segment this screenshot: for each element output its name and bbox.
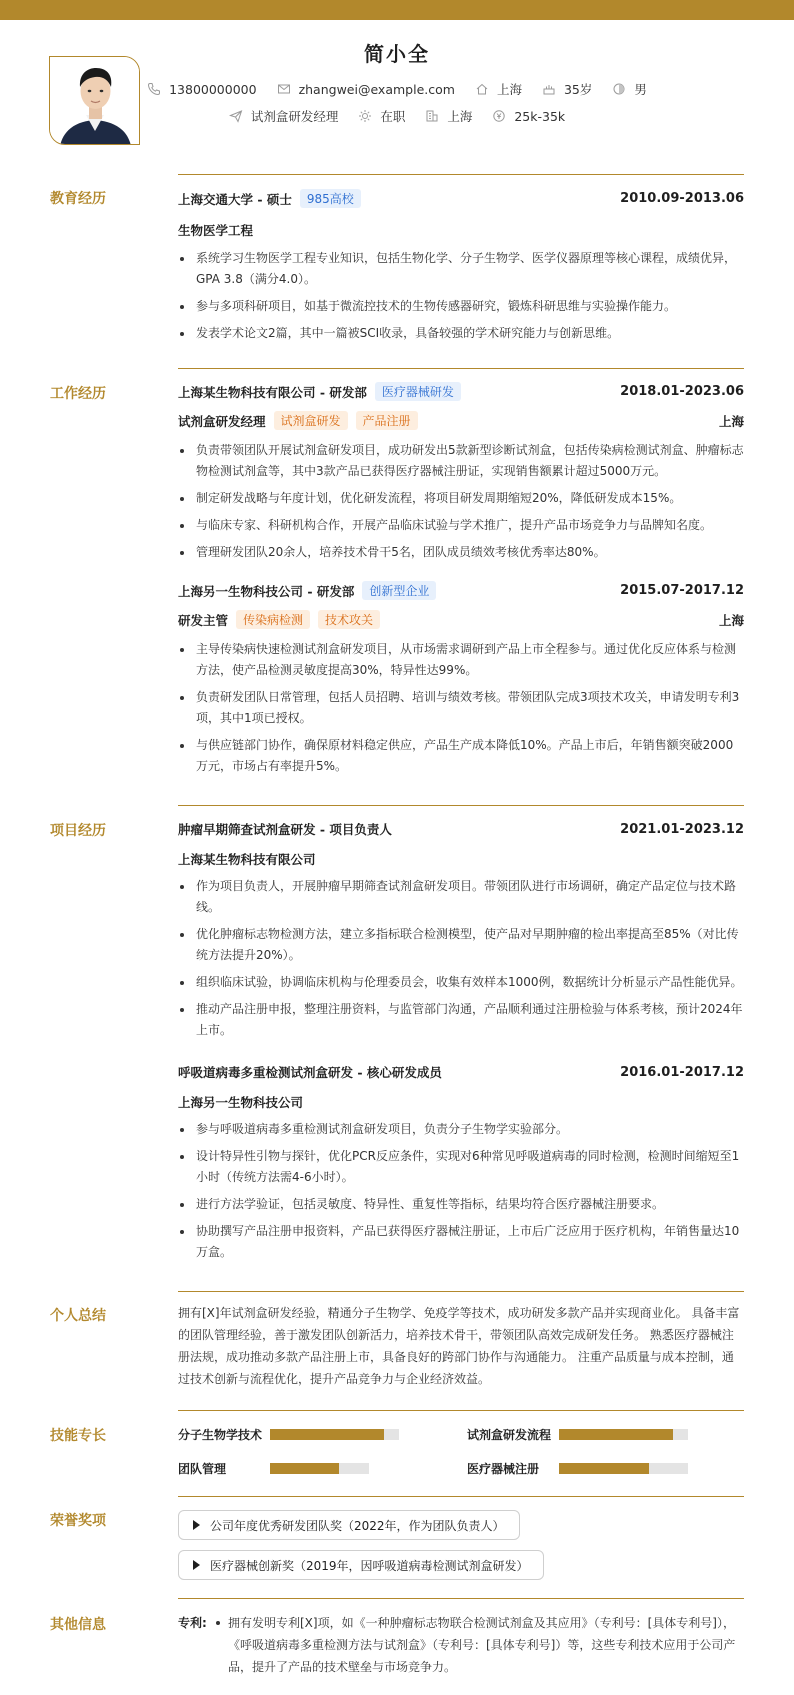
triangle-right-icon bbox=[193, 1560, 200, 1570]
list-item: 主导传染病快速检测试剂盒研发项目，从市场需求调研到产品上市全程参与。通过优化反应体系与检测方法，使产品检测灵敏度提高30%，特异性达99%。 bbox=[178, 639, 744, 681]
bullet-dot bbox=[214, 1612, 228, 1678]
status-text: 在职 bbox=[380, 109, 406, 124]
major-name: 生物医学工程 bbox=[178, 223, 254, 238]
list-item: 设计特异性引物与探针，优化PCR反应条件，实现对6种常见呼吸道病毒的同时检测，检测时间缩短至1小时（传统方法需4-6小时）。 bbox=[178, 1146, 744, 1188]
avatar bbox=[49, 56, 140, 145]
top-accent-bar bbox=[0, 0, 794, 20]
city-item bbox=[475, 80, 522, 98]
skill-bar-fill bbox=[559, 1463, 649, 1474]
list-item: 负责研发团队日常管理，包括人员招聘、培训与绩效考核。带领团队完成3项技术攻关，申请发明专利3项，其中1项已授权。 bbox=[178, 687, 744, 729]
skill-item bbox=[467, 1426, 688, 1443]
project-1-org-name: 上海某生物科技有限公司 bbox=[178, 852, 316, 867]
other-divider bbox=[178, 1598, 744, 1599]
school-tag: 985高校 bbox=[300, 189, 361, 208]
project-2-org bbox=[178, 1093, 744, 1111]
summary-divider bbox=[178, 1291, 744, 1292]
job-2-role-row bbox=[178, 610, 744, 629]
job-2-role-tag: 技术攻关 bbox=[318, 610, 380, 629]
position-text: 试剂盒研发经理 bbox=[250, 109, 339, 124]
education-section-title: 教育经历 bbox=[50, 191, 106, 207]
skill-bar bbox=[270, 1463, 369, 1474]
work-section-title: 工作经历 bbox=[50, 386, 106, 402]
education-divider bbox=[178, 174, 744, 175]
projects-divider bbox=[178, 805, 744, 806]
project-2-bullets bbox=[178, 1119, 744, 1269]
job-2-bullets bbox=[178, 639, 744, 783]
job-intent-row bbox=[0, 107, 794, 125]
other-section-title: 其他信息 bbox=[50, 1617, 106, 1633]
target-city-item bbox=[425, 107, 472, 125]
position-item bbox=[229, 107, 339, 125]
work-divider bbox=[178, 368, 744, 369]
job-2-tag: 创新型企业 bbox=[362, 581, 436, 600]
list-item: 参与多项科研项目，如基于微流控技术的生物传感器研究，锻炼科研思维与实验操作能力。 bbox=[178, 296, 744, 317]
project-1-header bbox=[178, 820, 744, 838]
job-1-role: 试剂盒研发经理 bbox=[178, 413, 266, 429]
list-item: 负责带领团队开展试剂盒研发项目，成功研发出5款新型诊断试剂盒，包括传染病检测试剂盒、肿瘤标志物检测试剂盒等，其中3款产品已获得医疗器械注册证，实现销售额累计超过5000万元。 bbox=[178, 440, 744, 482]
projects-section-title: 项目经历 bbox=[50, 823, 106, 839]
skill-bar bbox=[559, 1429, 688, 1440]
job-2-location: 上海 bbox=[718, 612, 744, 628]
contact-row bbox=[0, 80, 794, 98]
job-1-company: 上海某生物科技有限公司 - 研发部 bbox=[178, 384, 367, 400]
education-entry-header bbox=[178, 189, 744, 208]
project-2-org-name: 上海另一生物科技公司 bbox=[178, 1095, 304, 1110]
project-2-header bbox=[178, 1063, 744, 1081]
list-item: 推动产品注册申报，整理注册资料，与监管部门沟通，产品顺利通过注册检验与体系考核，预计2024年上市。 bbox=[178, 999, 744, 1041]
skill-item bbox=[178, 1460, 369, 1477]
skills-divider bbox=[178, 1410, 744, 1411]
age-item bbox=[542, 80, 592, 98]
patent-label: 专利: bbox=[178, 1616, 207, 1630]
target-city-text: 上海 bbox=[447, 109, 473, 124]
job-1-bullets bbox=[178, 440, 744, 569]
awards-section-title: 荣誉奖项 bbox=[50, 1513, 106, 1529]
phone-icon bbox=[147, 82, 161, 96]
project-1-org bbox=[178, 850, 744, 868]
education-major bbox=[178, 221, 744, 239]
education-bullets bbox=[178, 248, 744, 350]
email-item bbox=[277, 82, 455, 97]
gender-item bbox=[612, 80, 647, 98]
project-2-date: 2016.01-2017.12 bbox=[620, 1064, 744, 1080]
list-item: 系统学习生物医学工程专业知识，包括生物化学、分子生物学、医学仪器原理等核心课程，成绩优异，GPA 3.8（满分4.0）。 bbox=[178, 248, 744, 290]
skills-section-title: 技能专长 bbox=[50, 1428, 106, 1444]
email-text: zhangwei@example.com bbox=[298, 81, 455, 97]
skill-name: 医疗器械注册 bbox=[467, 1462, 540, 1476]
patent-text: 拥有发明专利[X]项，如《一种肿瘤标志物联合检测试剂盒及其应用》（专利号：[具体专利号]），《呼吸道病毒多重检测方法与试剂盒》（专利号：[具体专利号]）等，这些专利技术应用于公司产品，提升了产品的技术壁垒与市场竞争力。 bbox=[228, 1616, 736, 1674]
phone-item bbox=[147, 82, 256, 97]
job-2-role: 研发主管 bbox=[178, 612, 229, 628]
job-1-location: 上海 bbox=[718, 413, 744, 429]
job-1-role-tag: 产品注册 bbox=[356, 411, 418, 430]
mail-icon bbox=[277, 82, 291, 96]
job-2-role-tag: 传染病检测 bbox=[236, 610, 310, 629]
list-item: 协助撰写产品注册申报资料，产品已获得医疗器械注册证，上市后广泛应用于医疗机构，年销售量达10万盒。 bbox=[178, 1221, 744, 1263]
award-text: 医疗器械创新奖（2019年，因呼吸道病毒检测试剂盒研发） bbox=[210, 1558, 529, 1573]
education-date: 2010.09-2013.06 bbox=[620, 191, 744, 206]
job-2-header bbox=[178, 581, 744, 600]
skill-name: 团队管理 bbox=[178, 1462, 227, 1476]
list-item: 组织临床试验，协调临床机构与伦理委员会，收集有效样本1000例，数据统计分析显示产品性能优异。 bbox=[178, 972, 744, 993]
list-item: 发表学术论文2篇，其中一篇被SCI收录，具备较强的学术研究能力与创新思维。 bbox=[178, 323, 744, 344]
skill-item bbox=[467, 1460, 688, 1477]
skill-bar bbox=[559, 1463, 688, 1474]
award-text: 公司年度优秀研发团队奖（2022年，作为团队负责人） bbox=[210, 1518, 505, 1533]
job-1-role-row bbox=[178, 411, 744, 430]
project-1-date: 2021.01-2023.12 bbox=[620, 821, 744, 837]
skill-name: 试剂盒研发流程 bbox=[467, 1428, 552, 1442]
salary-item bbox=[492, 109, 565, 124]
skill-bar-fill bbox=[270, 1429, 384, 1440]
list-item: 作为项目负责人，开展肿瘤早期筛查试剂盒研发项目。带领团队进行市场调研，确定产品定位与技术路线。 bbox=[178, 876, 744, 918]
list-item: 管理研发团队20余人，培养技术骨干5名，团队成员绩效考核优秀率达80%。 bbox=[178, 542, 744, 563]
summary-text: 拥有[X]年试剂盒研发经验，精通分子生物学、免疫学等技术，成功研发多款产品并实现商业化。 具备丰富的团队管理经验，善于激发团队创新活力，培养技术骨干，带领团队高效完成研发任务。 熟悉医疗器械注册法规，成功推动多款产品注册上市，具备良好的跨部门协作与沟通能力。 注重产品质量与成本控制，通过技术创新与流程优化，提升产品竞争力与企业经济效益。 bbox=[178, 1306, 740, 1386]
candidate-name: 简小全 bbox=[364, 42, 430, 66]
salary-text: 25k-35k bbox=[514, 108, 566, 124]
cake-icon bbox=[542, 82, 556, 96]
list-item: 进行方法学验证，包括灵敏度、特异性、重复性等指标，结果均符合医疗器械注册要求。 bbox=[178, 1194, 744, 1215]
project-2-name: 呼吸道病毒多重检测试剂盒研发 - 核心研发成员 bbox=[178, 1065, 442, 1080]
list-item: 制定研发战略与年度计划，优化研发流程，将项目研发周期缩短20%，降低研发成本15%。 bbox=[178, 488, 744, 509]
skill-bar bbox=[270, 1429, 399, 1440]
job-1-header bbox=[178, 382, 744, 401]
phone-text: 13800000000 bbox=[169, 81, 257, 97]
project-1-name: 肿瘤早期筛查试剂盒研发 - 项目负责人 bbox=[178, 822, 392, 837]
list-item: 优化肿瘤标志物检测方法，建立多指标联合检测模型，使产品对早期肿瘤的检出率提高至85%（对比传统方法提升20%）。 bbox=[178, 924, 744, 966]
job-1-role-tag: 试剂盒研发 bbox=[274, 411, 348, 430]
list-item: 参与呼吸道病毒多重检测试剂盒研发项目，负责分子生物学实验部分。 bbox=[178, 1119, 744, 1140]
sun-icon bbox=[358, 109, 372, 123]
list-item: 与临床专家、科研机构合作，开展产品临床试验与学术推广，提升产品市场竞争力与品牌知名度。 bbox=[178, 515, 744, 536]
status-item bbox=[358, 107, 405, 125]
award-item[interactable] bbox=[178, 1510, 520, 1540]
list-item: 与供应链部门协作，确保原材料稳定供应，产品生产成本降低10%。产品上市后，年销售额突破2000万元，市场占有率提升5%。 bbox=[178, 735, 744, 777]
gender-text: 男 bbox=[634, 82, 647, 97]
job-1-date: 2018.01-2023.06 bbox=[620, 384, 744, 399]
send-icon bbox=[229, 109, 243, 123]
money-icon bbox=[492, 109, 506, 123]
job-2-date: 2015.07-2017.12 bbox=[620, 583, 744, 598]
building-icon bbox=[425, 109, 439, 123]
other-info bbox=[178, 1612, 744, 1678]
job-2-company: 上海另一生物科技公司 - 研发部 bbox=[178, 583, 355, 599]
summary-section-title: 个人总结 bbox=[50, 1308, 106, 1324]
age-text: 35岁 bbox=[563, 82, 593, 97]
project-1-bullets bbox=[178, 876, 744, 1047]
school-name: 上海交通大学 - 硕士 bbox=[178, 191, 292, 207]
skill-name: 分子生物学技术 bbox=[178, 1428, 263, 1442]
home-icon bbox=[475, 82, 489, 96]
triangle-right-icon bbox=[193, 1520, 200, 1530]
skill-bar-fill bbox=[270, 1463, 339, 1474]
awards-divider bbox=[178, 1496, 744, 1497]
skill-bar-fill bbox=[559, 1429, 673, 1440]
award-item[interactable] bbox=[178, 1550, 544, 1580]
city-text: 上海 bbox=[496, 82, 522, 97]
job-1-tag: 医疗器械研发 bbox=[375, 382, 461, 401]
skill-item bbox=[178, 1426, 399, 1443]
gender-icon bbox=[612, 82, 626, 96]
